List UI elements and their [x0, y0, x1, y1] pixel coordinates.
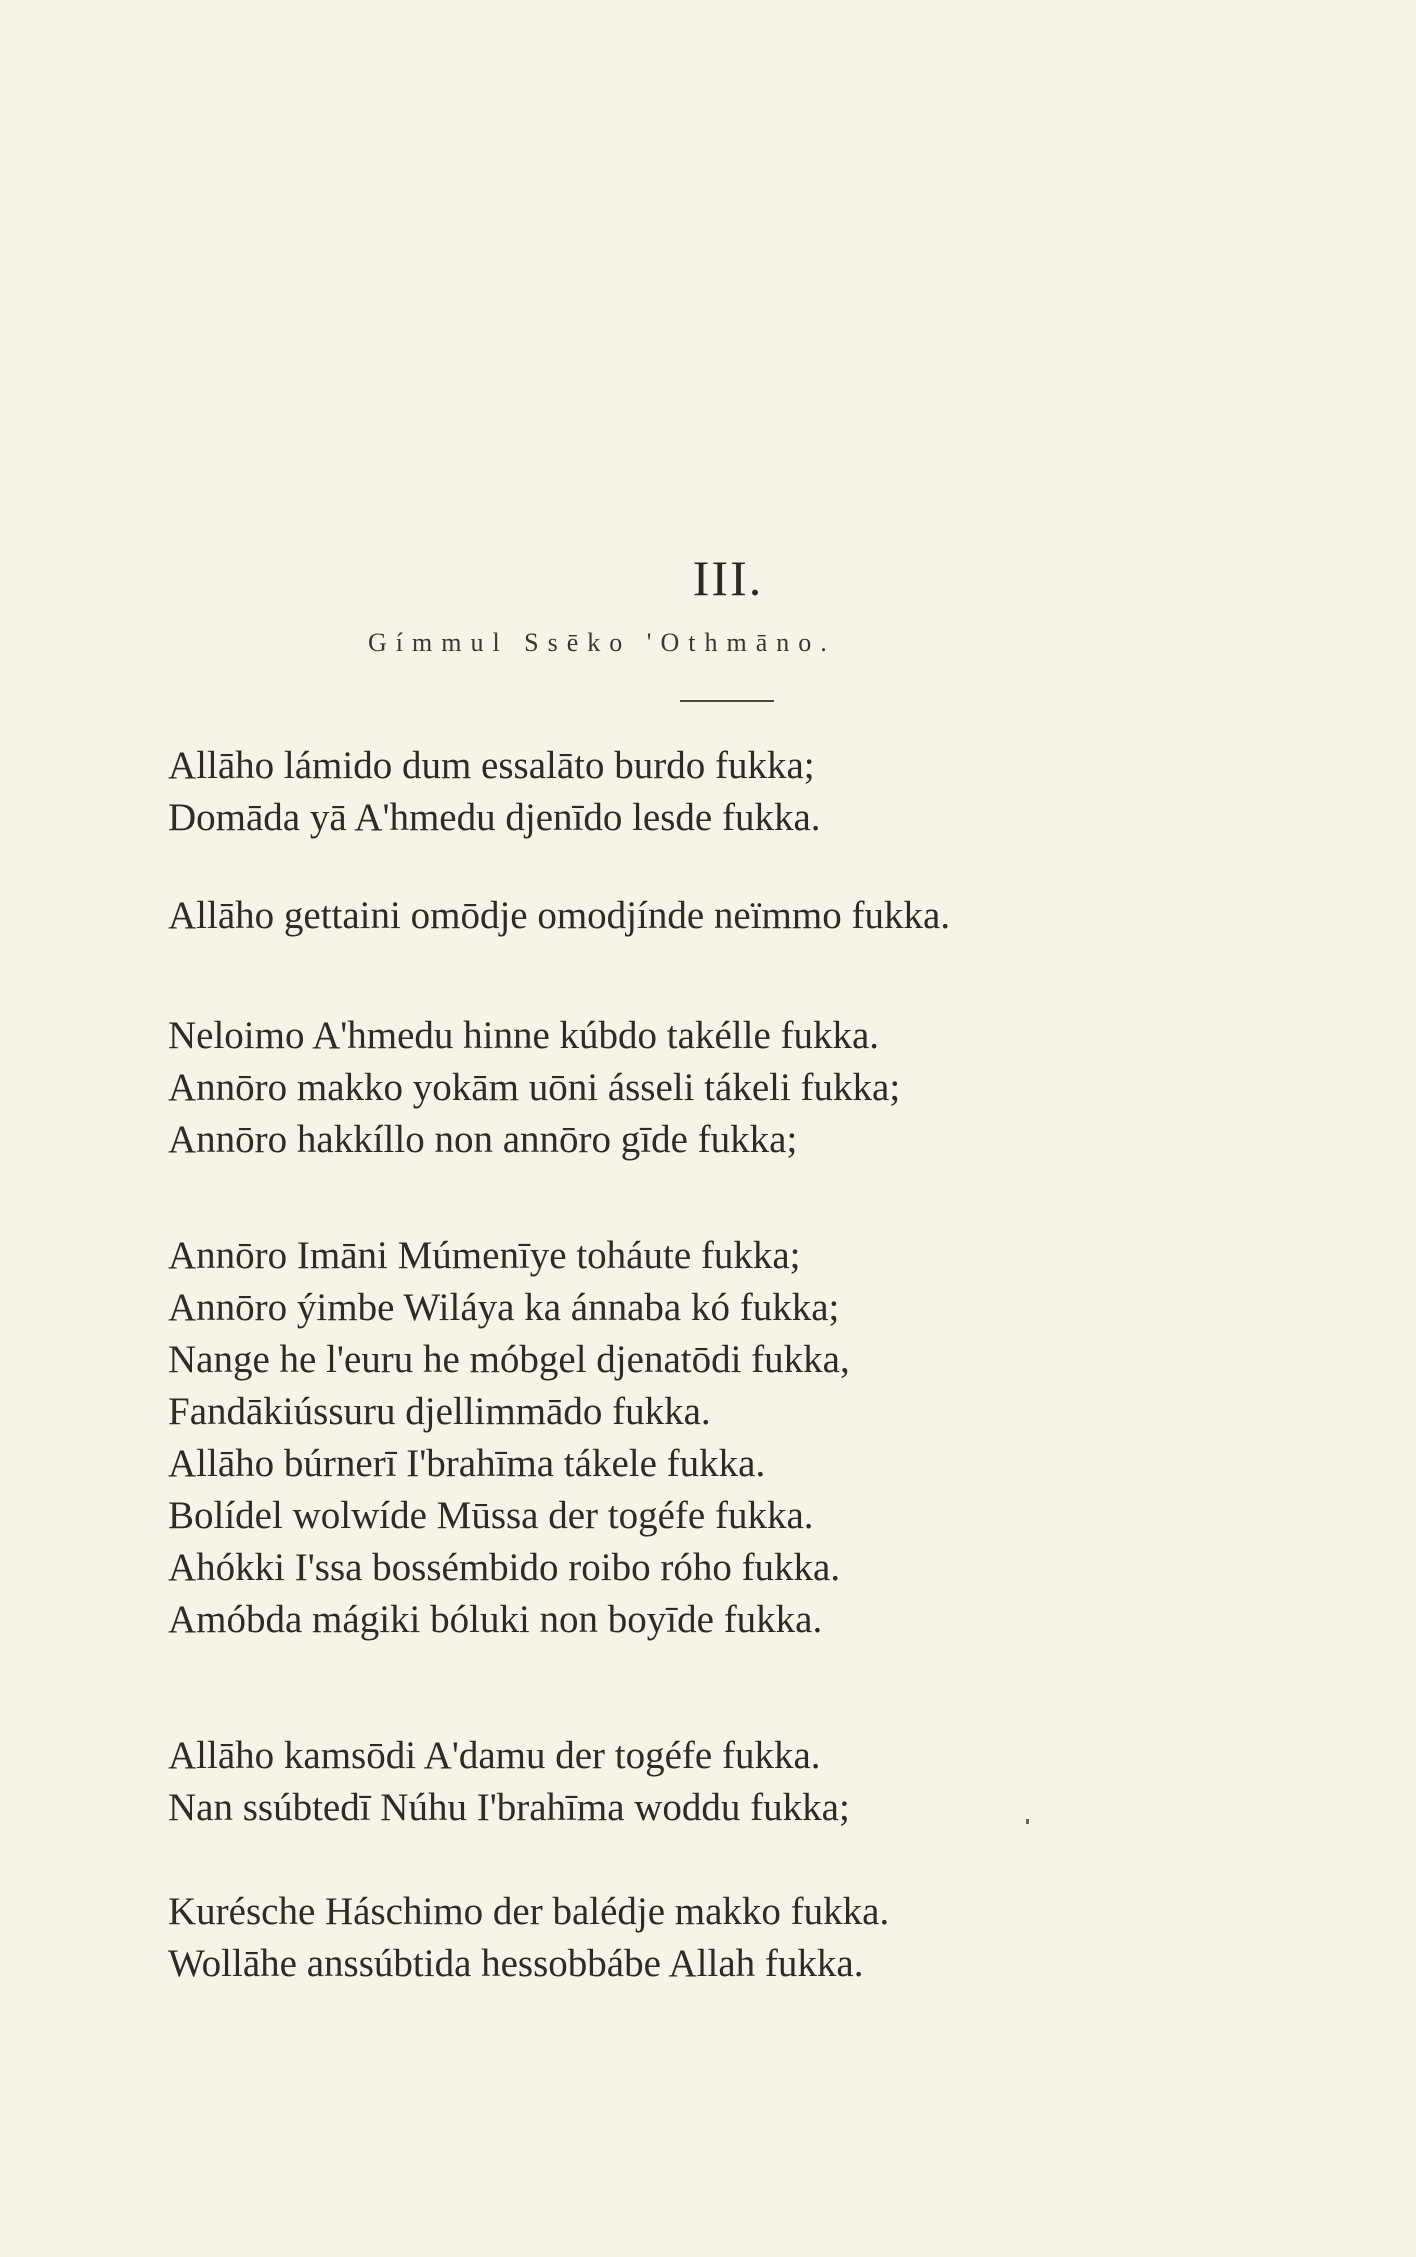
verse-line: Wollāhe anssúbtida hessobbábe Allah fukka. [168, 1942, 864, 1985]
verse-line: Nange he l'euru he móbgel djenatōdi fukka, [168, 1338, 850, 1381]
verse-line: Annōro hakkíllo non annōro gīde fukka; [168, 1118, 798, 1161]
stanza-5 [168, 1730, 850, 1834]
chapter-heading [0, 548, 1416, 608]
chapter-numeral: III. [692, 550, 764, 606]
verse-line: Amóbda mágiki bóluki non boyīde fukka. [168, 1598, 823, 1641]
verse-line: Annōro Imāni Múmenīye toháute fukka; [168, 1234, 801, 1277]
verse-line: Neloimo A'hmedu hinne kúbdo takélle fukka. [168, 1014, 880, 1057]
verse-line: Annōro makko yokām uōni ásseli tákeli fukka; [168, 1066, 901, 1109]
stanza-2 [168, 890, 950, 942]
stanza-3 [168, 1010, 900, 1166]
verse-line: Domāda yā A'hmedu djenīdo lesde fukka. [168, 796, 821, 839]
stanza-4 [168, 1230, 850, 1646]
verse-line: Kurésche Háschimo der balédje makko fukka. [168, 1890, 890, 1933]
print-speck [1026, 1819, 1029, 1824]
stanza-1 [168, 740, 821, 844]
verse-line: Bolídel wolwíde Mūssa der togéfe fukka. [168, 1494, 814, 1537]
verse-line: Annōro ýimbe Wiláya ka ánnaba kó fukka; [168, 1286, 840, 1329]
poem-title: Gímmul Ssēko 'Othmāno. [368, 628, 836, 657]
verse-line: Allāho kamsōdi A'damu der togéfe fukka. [168, 1734, 821, 1777]
stanza-6 [168, 1886, 889, 1990]
verse-line: Fandākiússuru djellimmādo fukka. [168, 1390, 711, 1433]
verse-line: Ahókki I'ssa bossémbido roibo róho fukka. [168, 1546, 841, 1589]
verse-line: Allāho lámido dum essalāto burdo fukka; [168, 744, 815, 787]
verse-line: Allāho búrnerī I'brahīma tákele fukka. [168, 1442, 766, 1485]
verse-line: Allāho gettaini omōdje omodjínde neïmmo fukka. [168, 894, 951, 937]
verse-line: Nan ssúbtedī Núhu I'brahīma woddu fukka; [168, 1786, 850, 1829]
title-divider [680, 700, 774, 702]
